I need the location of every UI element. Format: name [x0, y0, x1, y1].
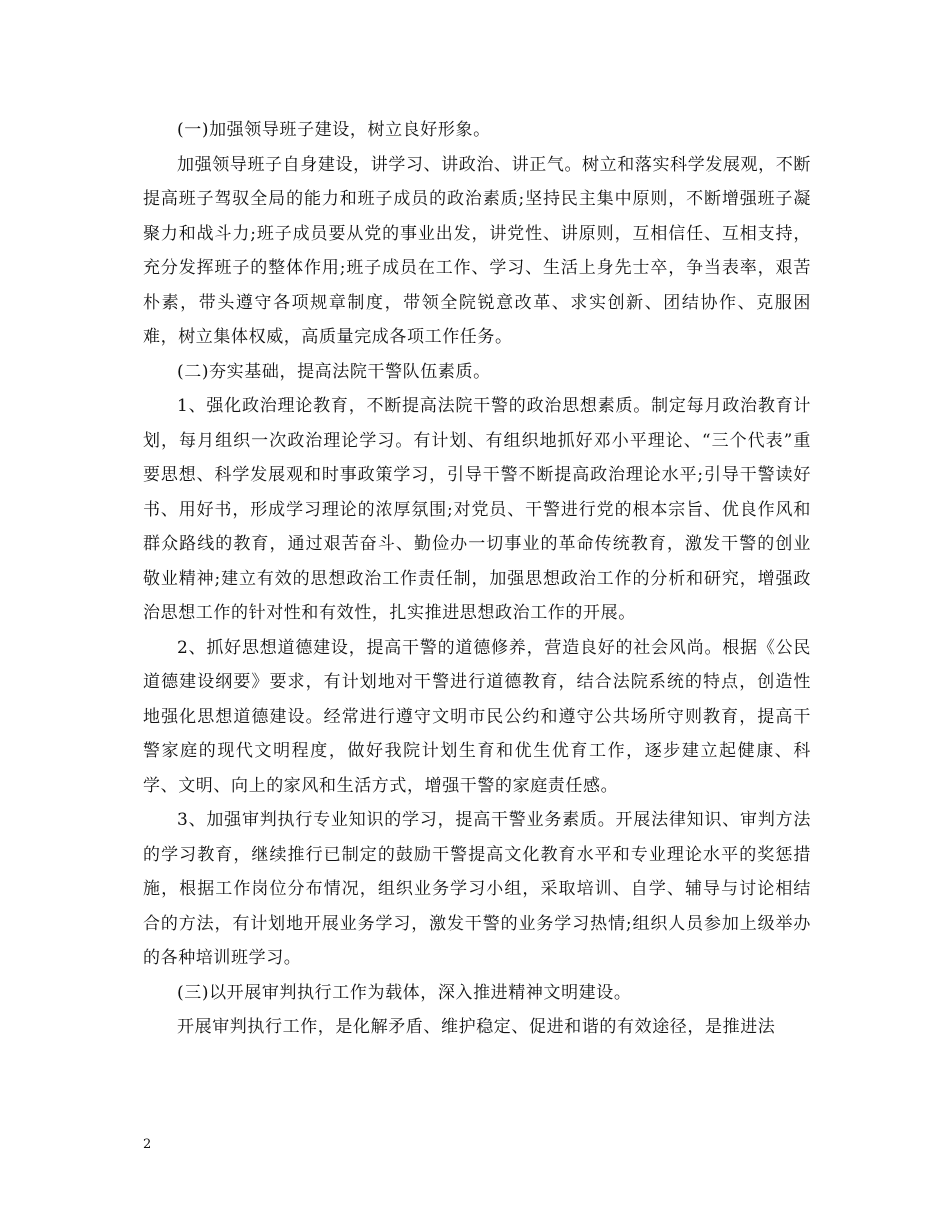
paragraph: 2、抓好思想道德建设，提高干警的道德修养，营造良好的社会风尚。根据《公民道德建设纲要》要求，有计划地对干警进行道德教育，结合法院系统的特点，创造性地强化思想道德建设。经常进行遵守文明市民公约和遵守公共场所守则教育，提高干警家庭的现代文明程度，做好我院计划生育和优生优育工作，逐步建立起健康、科学、文明、向上的家风和生活方式，增强干警的家庭责任感。 — [143, 637, 811, 796]
section-heading-1: (一)加强领导班子建设，树立良好形象。 — [177, 120, 491, 140]
paragraph: 开展审判执行工作，是化解矛盾、维护稳定、促进和谐的有效途径，是推进法 — [177, 1017, 776, 1037]
paragraph: 3、加强审判执行专业知识的学习，提高干警业务素质。开展法律知识、审判方法的学习教育，继续推行已制定的鼓励干警提高文化教育水平和专业理论水平的奖惩措施，根据工作岗位分布情况，组织业务学习小组，采取培训、自学、辅导与讨论相结合的方法，有计划地开展业务学习，激发干警的业务学习热情;组织人员参加上级举办的各种培训班学习。 — [143, 810, 811, 968]
page-number: 2 — [143, 1137, 152, 1152]
document-body — [143, 113, 811, 1045]
paragraph: 1、强化政治理论教育，不断提高法院干警的政治思想素质。制定每月政治教育计划，每月组织一次政治理论学习。有计划、有组织地抓好邓小平理论、“三个代表”重要思想、科学发展观和时事政策学习，引导干警不断提高政治理论水平;引导干警读好书、用好书，形成学习理论的浓厚氛围;对党员、干警进行党的根本宗旨、优良作风和群众路线的教育，通过艰苦奋斗、勤俭办一切事业的革命传统教育，激发干警的创业敬业精神;建立有效的思想政治工作责任制，加强思想政治工作的分析和研究，增强政治思想工作的针对性和有效性，扎实推进思想政治工作的开展。 — [143, 396, 811, 623]
section-heading-3: (三)以开展审判执行工作为载体，深入推进精神文明建设。 — [177, 982, 632, 1003]
section-heading-2: (二)夯实基础，提高法院干警队伍素质。 — [177, 361, 491, 382]
paragraph: 加强领导班子自身建设，讲学习、讲政治、讲正气。树立和落实科学发展观，不断提高班子驾驭全局的能力和班子成员的政治素质;坚持民主集中原则，不断增强班子凝聚力和战斗力;班子成员要从党的事业出发，讲党性、讲原则，互相信任、互相支持，充分发挥班子的整体作用;班子成员在工作、学习、生活上身先士卒，争当表率，艰苦朴素，带头遵守各项规章制度，带领全院锐意改革、求实创新、团结协作、克服困难，树立集体权威，高质量完成各项工作任务。 — [143, 154, 811, 347]
